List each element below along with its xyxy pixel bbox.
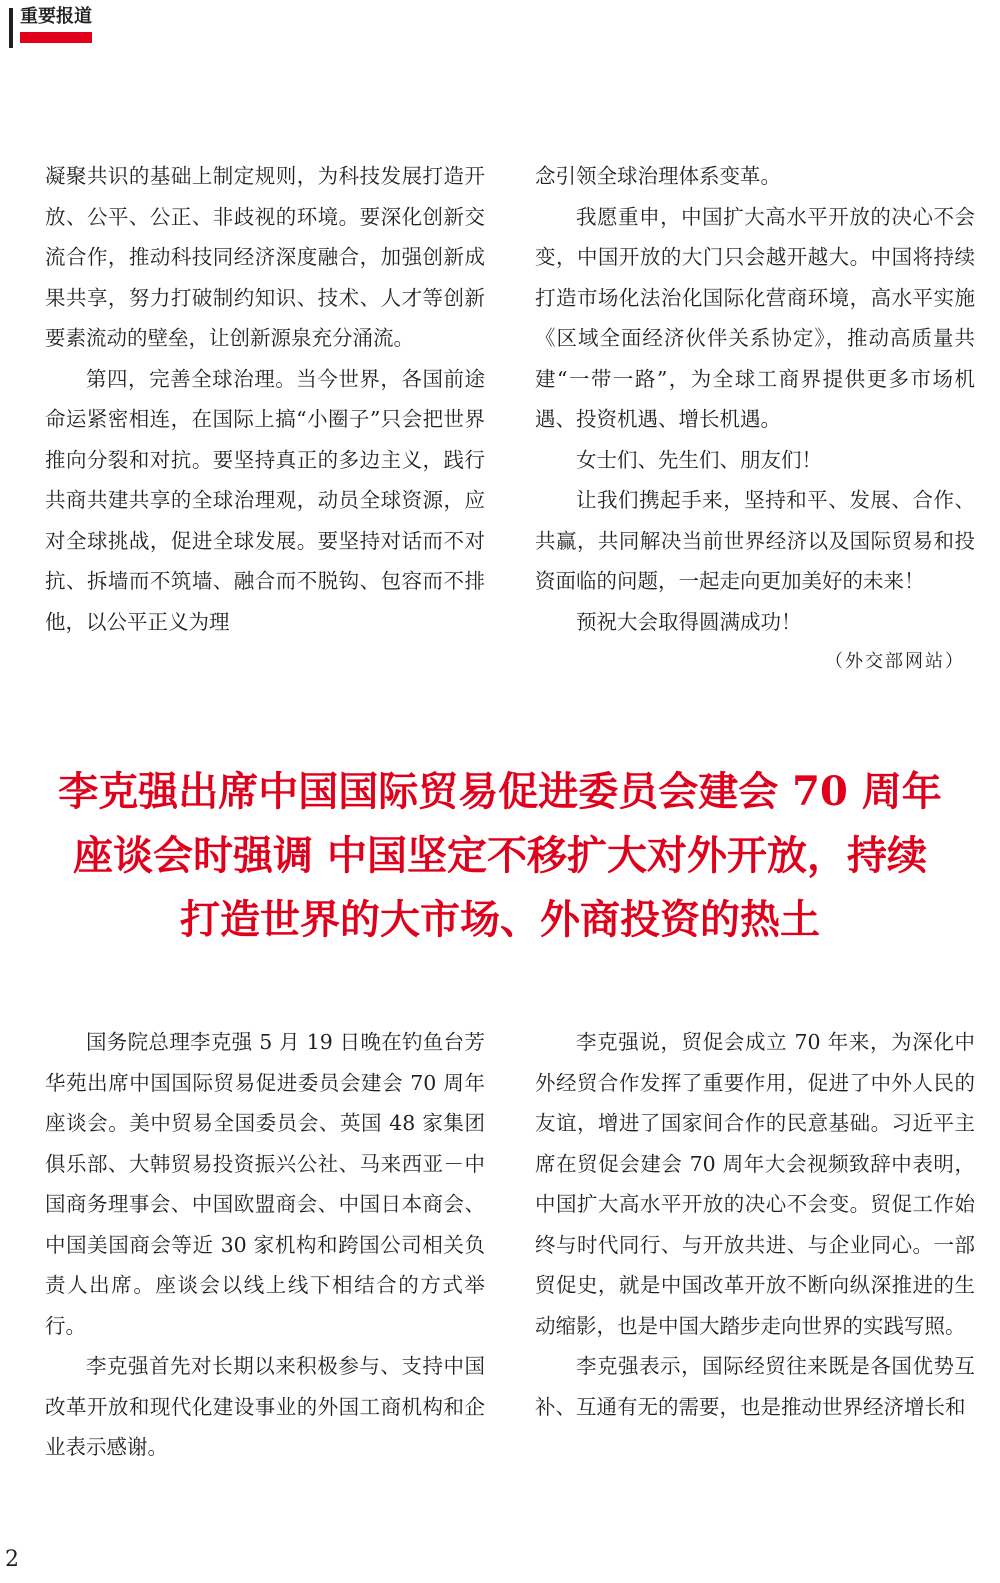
header-red-underline [20, 32, 92, 43]
page-number: 2 [5, 1547, 19, 1572]
headline-line-1: 李克强出席中国国际贸易促进委员会建会 70 周年 [58, 768, 942, 815]
paragraph: 凝聚共识的基础上制定规则，为科技发展打造开放、公平、公正、非歧视的环境。要深化创新交流合作，推动科技同经济深度融合，加强创新成果共享，努力打破制约知识、技术、人才等创新要素流动的壁垒，让创新源泉充分涌流。 [45, 164, 485, 350]
top-right-column [535, 156, 975, 683]
paragraph: 女士们、先生们、朋友们！ [576, 447, 822, 472]
paragraph: 预祝大会取得圆满成功！ [576, 609, 802, 634]
paragraph: 国务院总理李克强 5 月 19 日晚在钓鱼台芳华苑出席中国国际贸易促进委员会建会 70 周年座谈会。美中贸易全国委员会、英国 48 家集团俱乐部、大韩贸易投资振兴公社、马来西亚－中国商务理事会、中国欧盟商会、中国日本商会、中国美国商会等近 30 家机构和跨国公司相关负责人出席。座谈会以线上线下相结合的方式举行。 [45, 1030, 485, 1338]
section-header [0, 0, 100, 48]
section-label: 重要报道 [20, 6, 92, 27]
bottom-left-column [45, 1022, 485, 1468]
paragraph: 李克强首先对长期以来积极参与、支持中国改革开放和现代化建设事业的外国工商机构和企业表示感谢。 [45, 1354, 485, 1459]
paragraph: 第四，完善全球治理。当今世界，各国前途命运紧密相连，在国际上搞“小圈子”只会把世界推向分裂和对抗。要坚持真正的多边主义，践行共商共建共享的全球治理观，动员全球资源，应对全球挑战，促进全球发展。要坚持对话而不对抗、拆墙而不筑墙、融合而不脱钩、包容而不排他，以公平正义为理 [45, 366, 485, 634]
paragraph: 让我们携起手来，坚持和平、发展、合作、共赢，共同解决当前世界经济以及国际贸易和投资面临的问题，一起走向更加美好的未来！ [535, 488, 975, 593]
paragraph: 念引领全球治理体系变革。 [535, 164, 781, 188]
headline-line-3: 打造世界的大市场、外商投资的热土 [180, 896, 820, 943]
header-vertical-bar [9, 8, 13, 48]
top-left-column [45, 156, 485, 642]
source-credit: （外交部网站） [825, 651, 965, 672]
paragraph: 李克强表示，国际经贸往来既是各国优势互补、互通有无的需要，也是推动世界经济增长和 [535, 1354, 975, 1419]
bottom-right-column [535, 1022, 975, 1427]
paragraph: 我愿重申，中国扩大高水平开放的决心不会变，中国开放的大门只会越开越大。中国将持续打造市场化法治化国际化营商环境，高水平实施《区域全面经济伙伴关系协定》，推动高质量共建“一带一路”，为全球工商界提供更多市场机遇、投资机遇、增长机遇。 [535, 204, 975, 431]
headline-line-2: 座谈会时强调 中国坚定不移扩大对外开放，持续 [73, 832, 927, 879]
paragraph: 李克强说，贸促会成立 70 年来，为深化中外经贸合作发挥了重要作用，促进了中外人民的友谊，增进了国家间合作的民意基础。习近平主席在贸促会建会 70 周年大会视频致辞中表明，中国扩大高水平开放的决心不会变。贸促工作始终与时代同行、与开放共进、与企业同心。一部贸促史，就是中国改革开放不断向纵深推进的生动缩影，也是中国大踏步走向世界的实践写照。 [535, 1030, 975, 1338]
article-headline [30, 760, 970, 952]
